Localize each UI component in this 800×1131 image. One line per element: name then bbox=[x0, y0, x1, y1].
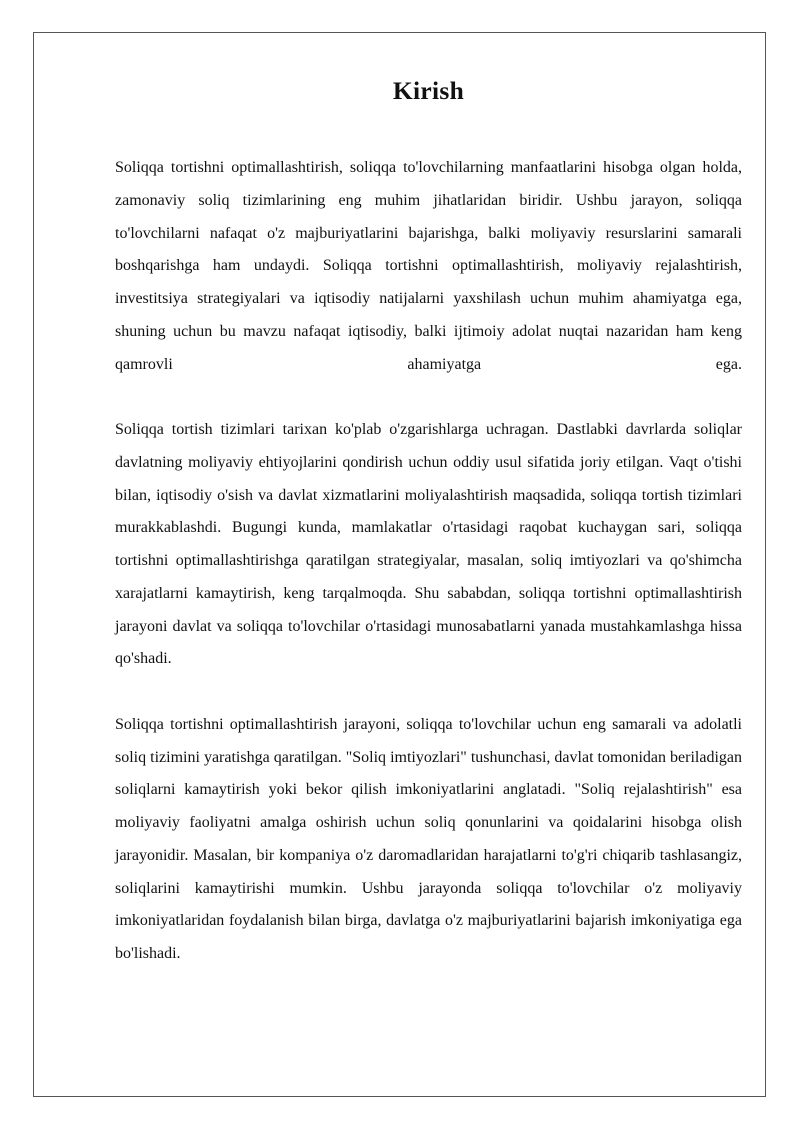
paragraph-2: Soliqqa tortish tizimlari tarixan ko'plab o'zgarishlarga uchragan. Dastlabki davrlarda soliqlar davlatning moliyaviy ehtiyojlarini qondirish uchun oddiy usul sifatida joriy etilgan. Vaqt o'tishi bilan, iqtisodiy o'sish va davlat xizmatlarini moliyalashtirish maqsadida, soliqqa tortish tizimlari murakkablashdi. Bugungi kunda, mamlakatlar o'rtasidagi raqobat kuchaygan sari, soliqqa tortishni optimallashtirishga qaratilgan strategiyalar, masalan, soliq imtiyozlari va qo'shimcha xarajatlarni kamaytirish, keng tarqalmoqda. Shu sababdan, soliqqa tortishni optimallashtirish jarayoni davlat va soliqqa to'lovchilar o'rtasidagi munosabatlarni yanada mustahkamlashga hissa qo'shadi. bbox=[115, 421, 742, 668]
document-title: Kirish bbox=[392, 76, 465, 105]
paragraph-3: Soliqqa tortishni optimallashtirish jarayoni, soliqqa to'lovchilar uchun eng samarali va adolatli soliq tizimini yaratishga qaratilgan. "Soliq imtiyozlari" tushunchasi, davlat tomonidan beriladigan soliqlarni kamaytirish yoki bekor qilish imkoniyatlarini anglatadi. "Soliq rejalashtirish" esa moliyaviy faoliyatni amalga oshirish uchun soliq qonunlarini va qoidalarini hisobga olish jarayonidir. Masalan, bir kompaniya o'z daromadlaridan harajatlarni to'g'ri chiqarib tashlasangiz, soliqlarini kamaytirishi mumkin. Ushbu jarayonda soliqqa to'lovchilar o'z moliyaviy imkoniyatlaridan foydalanish bilan birga, davlatga o'z majburiyatlarini bajarish imkoniyatiga ega bo'lishadi. bbox=[115, 715, 742, 962]
paragraph-1: Soliqqa tortishni optimallashtirish, soliqqa to'lovchilarning manfaatlarini hisobga olgan holda, zamonaviy soliq tizimlarining eng muhim jihatlaridan biridir. Ushbu jarayon, soliqqa to'lovchilarni nafaqat o'z majburiyatlarini bajarishga, balki moliyaviy resurslarini samarali boshqarishga ham undaydi. Soliqqa tortishni optimallashtirish, moliyaviy rejalashtirish, investitsiya strategiyalari va iqtisodiy natijalarni yaxshilash uchun muhim ahamiyatga ega, shuning uchun bu mavzu nafaqat iqtisodiy, balki ijtimoiy adolat nuqtai nazaridan ham keng qamrovli ahamiyatga ega. bbox=[115, 159, 742, 373]
paragraph-gap bbox=[115, 381, 742, 414]
document-body bbox=[115, 72, 742, 971]
paragraph-gap bbox=[115, 676, 742, 709]
